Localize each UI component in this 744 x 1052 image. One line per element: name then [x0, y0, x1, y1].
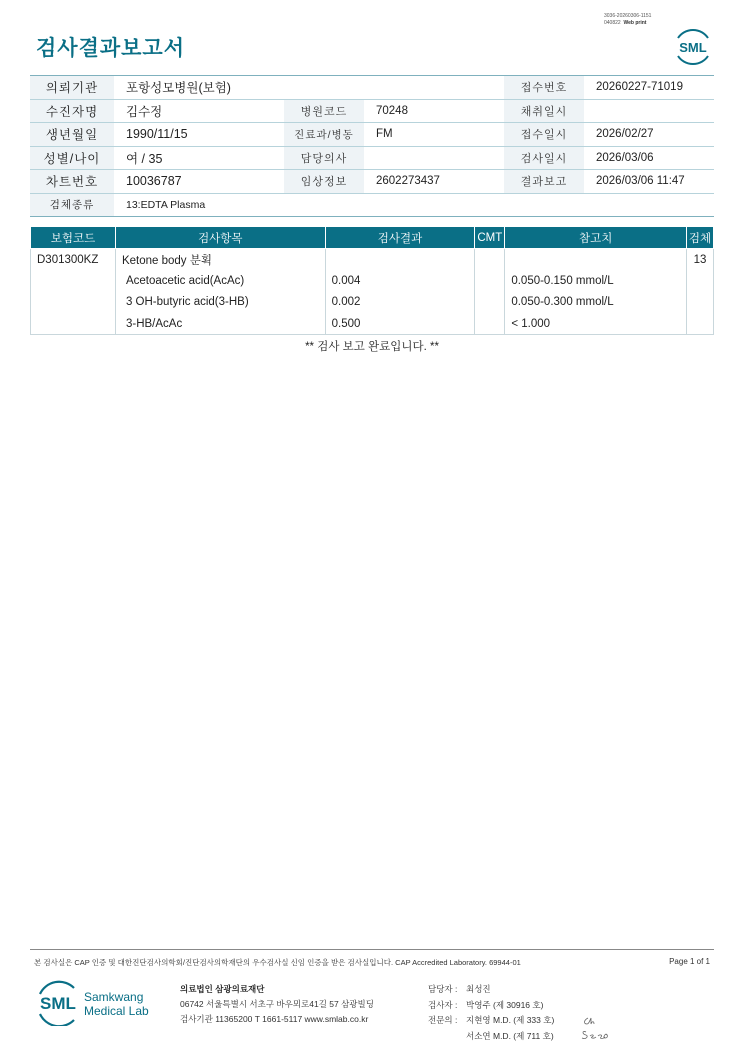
doc-ref-number: 3036-20260306-1151 [604, 13, 652, 19]
table-row [31, 313, 714, 335]
col-insurance-code: 보험코드 [31, 227, 116, 249]
manager-label: 담당자 : [428, 984, 458, 994]
sml-logo-text: SML [679, 40, 707, 55]
reference-range: 0.050-0.150 mmol/L [505, 270, 687, 292]
samkwang-logo-mark: SML [40, 994, 76, 1013]
reference-range: < 1.000 [505, 313, 687, 335]
sml-logo [672, 26, 714, 66]
samkwang-logo [36, 980, 156, 1026]
test-item: Acetoacetic acid(AcAc) [115, 270, 325, 292]
table-row [31, 270, 714, 292]
test-date-label: 검사일시 [504, 146, 584, 170]
info-row [30, 193, 714, 217]
info-row [30, 76, 714, 100]
requester-label: 의뢰기관 [30, 76, 114, 100]
insurance-code: D301300KZ [31, 249, 116, 271]
receipt-date-label: 접수일시 [504, 123, 584, 147]
specimen-label: 검체종류 [30, 193, 114, 217]
receipt-no-label: 접수번호 [504, 76, 584, 100]
receipt-no-value: 20260227-71019 [584, 76, 714, 100]
collect-date-value [584, 99, 714, 123]
report-title: 검사결과보고서 [36, 37, 186, 60]
patient-info-table [30, 75, 714, 217]
sex-age-value: 여 / 35 [114, 146, 284, 170]
completion-note: ** 검사 보고 완료입니다. ** [305, 341, 439, 353]
test-result: 0.002 [325, 292, 475, 314]
col-specimen: 검체 [686, 227, 713, 249]
org-contact: 검사기관 11365200 T 1661-5117 www.smlab.co.kr [180, 1014, 369, 1024]
specialist-label: 전문의 : [428, 1015, 458, 1025]
chart-no-value: 10036787 [114, 170, 284, 194]
tester-name: 박영주 (제 30916 호) [466, 999, 544, 1010]
col-result: 검사결과 [325, 227, 475, 249]
hospital-code-value: 70248 [364, 99, 504, 123]
doctor-value [364, 146, 504, 170]
patient-label: 수진자명 [30, 99, 114, 123]
specialist-name-2: 서소연 M.D. (제 711 호) [466, 1030, 554, 1041]
dept-value: FM [364, 123, 504, 147]
test-item: 3 OH-butyric acid(3-HB) [115, 292, 325, 314]
results-table [30, 226, 714, 335]
dob-value: 1990/11/15 [114, 123, 284, 147]
col-reference: 참고치 [505, 227, 687, 249]
manager-name: 최성진 [466, 984, 491, 994]
staff-info [428, 982, 554, 1044]
web-print-label: Web print [623, 20, 647, 26]
sex-age-label: 성별/나이 [30, 146, 114, 170]
document-reference [604, 13, 651, 27]
page-number: Page 1 of 1 [669, 957, 710, 966]
samkwang-logo-name: Samkwang [84, 990, 144, 1004]
clinical-value: 2602273437 [364, 170, 504, 194]
org-address: 06742 서울특별시 서초구 바우뫼로41길 57 삼광빌딩 [180, 999, 374, 1009]
report-date-label: 결과보고 [504, 170, 584, 194]
specimen-code: 13 [686, 249, 713, 271]
reference-range: 0.050-0.300 mmol/L [505, 292, 687, 314]
collect-date-label: 채취일시 [504, 99, 584, 123]
requester-value: 포항성모병원(보험) [114, 76, 504, 100]
doc-ref-code: 040822 [604, 20, 621, 26]
hospital-code-label: 병원코드 [284, 99, 364, 123]
test-date-value: 2026/03/06 [584, 146, 714, 170]
patient-value: 김수정 [114, 99, 284, 123]
tester-label: 검사자 : [428, 999, 458, 1010]
col-test-item: 검사항목 [115, 227, 325, 249]
test-result: 0.500 [325, 313, 475, 335]
results-header-row [31, 227, 714, 249]
specialist-name-1: 지현영 M.D. (제 333 호) [466, 1015, 555, 1025]
report-date-value: 2026/03/06 11:47 [584, 170, 714, 194]
receipt-date-value: 2026/02/27 [584, 123, 714, 147]
signature-image [578, 1010, 610, 1042]
table-row [31, 249, 714, 271]
info-row [30, 99, 714, 123]
info-row [30, 170, 714, 194]
doctor-label: 담당의사 [284, 146, 364, 170]
organization-info [180, 982, 374, 1027]
group-name: Ketone body 분획 [115, 249, 325, 271]
certification-note: 본 검사실은 CAP 인증 및 대한진단검사의학회/진단검사의학재단의 우수검사실 신임 인증을 받은 검사실입니다. CAP Accredited Laboratory. 69944-01 [34, 958, 521, 967]
chart-no-label: 차트번호 [30, 170, 114, 194]
info-row [30, 123, 714, 147]
table-row [31, 292, 714, 314]
specimen-value: 13:EDTA Plasma [114, 193, 714, 217]
dob-label: 생년월일 [30, 123, 114, 147]
info-row [30, 146, 714, 170]
test-item: 3-HB/AcAc [115, 313, 325, 335]
dept-label: 진료과/병동 [284, 123, 364, 147]
test-result: 0.004 [325, 270, 475, 292]
samkwang-logo-subname: Medical Lab [84, 1004, 149, 1018]
clinical-label: 임상정보 [284, 170, 364, 194]
footer-divider [30, 949, 714, 950]
col-cmt: CMT [475, 227, 505, 249]
org-name: 의료법인 삼광의료재단 [180, 984, 265, 994]
